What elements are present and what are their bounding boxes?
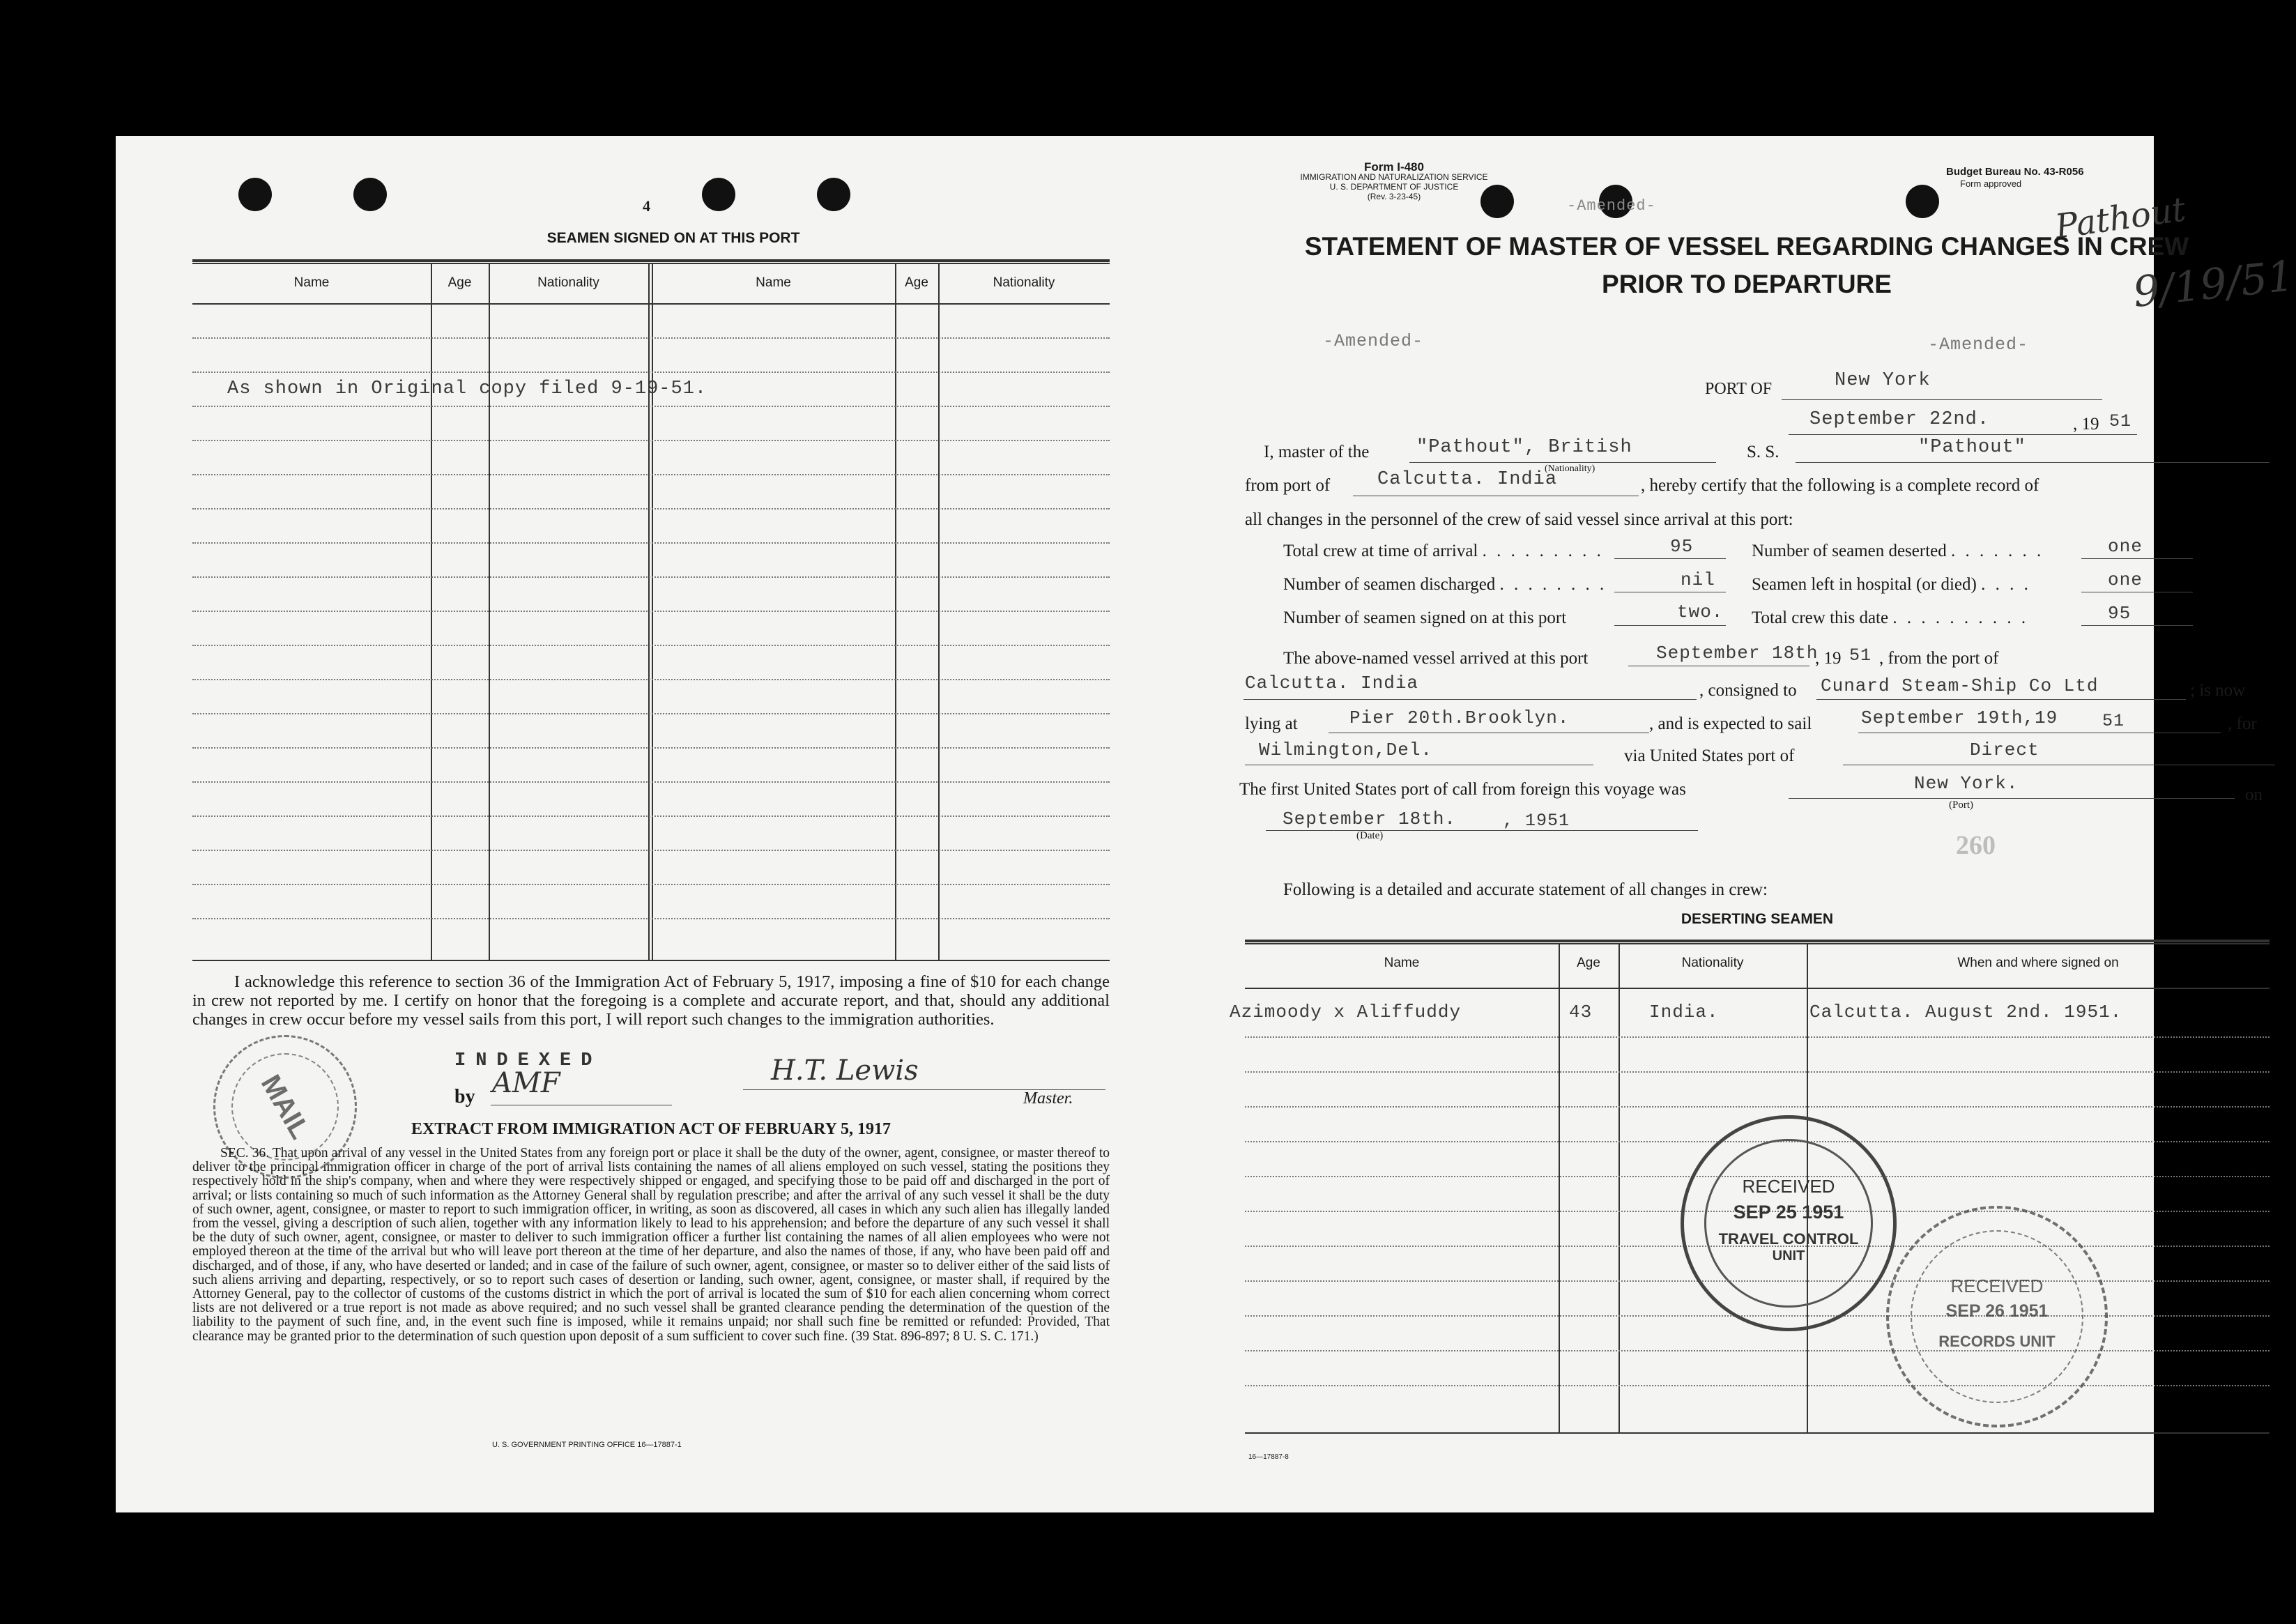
hospital-text: Seamen left in hospital (or died) [1752, 575, 1977, 594]
agency-line-2: U. S. DEPARTMENT OF JUSTICE [1329, 182, 1459, 192]
first-port-value: New York. [1914, 773, 2019, 794]
from-the-port-label: , from the port of [1879, 649, 1999, 668]
signed-on-label: Number of seamen signed on at this port [1283, 608, 1567, 627]
is-now-label: ; is now [2190, 681, 2246, 700]
records-stamp-unit: RECORDS UNIT [1938, 1333, 2056, 1350]
total-crew-arrival-text: Total crew at time of arrival [1283, 542, 1478, 560]
handwritten-date: 9/19/51 [2130, 252, 2296, 317]
deserter-signed-on: Calcutta. August 2nd. 1951. [1809, 1002, 2122, 1022]
amended-left: -Amended- [1323, 331, 1424, 351]
deserter-nationality: India. [1649, 1002, 1719, 1022]
indexed-by-label: by [454, 1086, 475, 1108]
punch-hole [817, 178, 850, 211]
port-label: PORT OF [1705, 380, 1773, 398]
travel-stamp-received: RECEIVED [1742, 1175, 1835, 1197]
deserting-title: DESERTING SEAMEN [1681, 911, 1834, 927]
first-port-date: September 18th. [1283, 809, 1457, 829]
lying-at-value: Pier 20th.Brooklyn. [1349, 707, 1570, 728]
lying-at-label: lying at [1245, 714, 1298, 733]
certify-text: , hereby certify that the following is a complete record of [1641, 476, 2039, 495]
discharged-label: Number of seamen discharged . . . . . . . . [1283, 575, 1607, 594]
destination-value: Wilmington,Del. [1259, 740, 1433, 760]
records-stamp-date: SEP 26 1951 [1945, 1301, 2049, 1321]
sail-year: 51 [2102, 711, 2125, 731]
changes-text: all changes in the personnel of the crew of said vessel since arrival at this port: [1245, 510, 1793, 529]
punch-hole [353, 178, 387, 211]
form-title-line-1: STATEMENT OF MASTER OF VESSEL REGARDING CHANGES IN CREW [1304, 232, 2189, 261]
signed-on-value: two. [1677, 602, 1724, 622]
arrived-date: September 18th [1656, 643, 1819, 664]
original-copy-note: As shown in Original copy filed 9-19-51. [227, 378, 707, 399]
form-approved: Form approved [1960, 178, 2022, 189]
extract-title: EXTRACT FROM IMMIGRATION ACT OF FEBRUARY 5, 1917 [411, 1120, 891, 1138]
punch-hole [238, 178, 272, 211]
faint-number: 260 [1956, 831, 1996, 860]
col-header-nationality: Nationality [537, 275, 599, 290]
col-header-age: Age [447, 275, 472, 290]
punch-hole [702, 178, 735, 211]
consigned-label: , consigned to [1699, 681, 1797, 700]
ss-label: S. S. [1747, 443, 1780, 461]
agency-line-1: IMMIGRATION AND NATURALIZATION SERVICE [1300, 172, 1488, 182]
master-label: Master. [1023, 1089, 1073, 1108]
deserted-value: one [2108, 536, 2143, 557]
first-port-year: , 1951 [1503, 811, 1570, 831]
statement-date: September 22nd. [1809, 409, 1990, 430]
indexed-initials: AMF [492, 1067, 560, 1099]
total-crew-date-text: Total crew this date [1752, 608, 1889, 627]
form-header [1248, 162, 1540, 201]
left-printer-line: U. S. GOVERNMENT PRINTING OFFICE 16—17887-1 [492, 1441, 682, 1449]
statement-year: 51 [2109, 411, 2132, 431]
discharged-text: Number of seamen discharged [1283, 575, 1496, 594]
discharged-value: nil [1681, 569, 1715, 590]
col-header-name: Name [293, 275, 330, 290]
form-title-line-2: PRIOR TO DEPARTURE [1602, 270, 1892, 298]
amended-top: -Amended- [1567, 197, 1656, 215]
sail-label: , and is expected to sail [1649, 714, 1812, 733]
extract-text: SEC. 36. That upon arrival of any vessel in the United States from any foreign port or place it shall be the duty of the owner, agent, consignee, or master thereof to deliver to the principal immigration officer in charge of the port of arrival lists containing the names of all aliens employed on such vessel, stating the positions they respectively hold in the ship's company, when and where they were respectively shipped or engaged, and specifying those to be paid off and discharged in the port of arrival; or lists containing so much of such information as the Attorney General shall by regulation prescribe; and after the arrival of any such vessel it shall be the duty of such owner, agent, consignee, or master to report to such immigration officer, in writing, as soon as discovered, all cases in which any such alien has illegally landed from the vessel, giving a description of such alien, together with any information likely to lead to his apprehension; and before the departure of any such vessel it shall be the duty of such owner, agent, consignee, or master to deliver to such immigration officer a further list containing the names of all alien employees who were not employed thereon at the time of the arrival but who will leave port thereon at the time of her departure, and also the names of those, if any, who have been paid off and discharged, and of those, if any, who have deserted or landed; and in case of the failure of such owner, agent, consignee, or master so to deliver either of the said lists of such aliens arriving and departing, respectively, or so to report such cases of desertion or landing, such owner, agent, consignee, or master shall, if required by the Attorney General, pay to the collector of customs of the customs district in which the port of arrival is located the sum of $10 for each alien concerning whom correct lists are not delivered or a true report is not made as above required; and no such vessel shall be granted clearance pending the determination of the question of the liability to the payment of such fine, and, in the event such fine is imposed, while it remains unpaid; nor shall such fine be remitted or refunded: Provided, That clearance may be granted prior to the determination of such question upon deposit of a sum sufficient to cover such fine. (39 Stat. 896-897; 8 U. S. C. 171.) [192, 1146, 1110, 1344]
total-crew-arrival-value: 95 [1670, 536, 1694, 557]
travel-stamp-unit-2: UNIT [1772, 1248, 1805, 1264]
amended-right: -Amended- [1928, 335, 2029, 355]
via-label: via United States port of [1624, 746, 1795, 765]
consigned-value: Cunard Steam-Ship Co Ltd [1821, 675, 2099, 696]
on-label: on [2245, 786, 2263, 804]
signed-on-table-title: SEAMEN SIGNED ON AT THIS PORT [546, 230, 800, 246]
ss-name: "Pathout" [1918, 437, 2026, 458]
page-number: 4 [643, 197, 650, 215]
travel-stamp-date: SEP 25 1951 [1733, 1201, 1844, 1223]
arrived-label: The above-named vessel arrived at this port [1283, 649, 1589, 668]
records-unit-stamp [1886, 1206, 2108, 1427]
arrived-year: 51 [1849, 645, 1872, 666]
deserting-col-nationality: Nationality [1681, 956, 1744, 970]
master-of-the-label: I, master of the [1264, 443, 1370, 461]
vessel-nationality: "Pathout", British [1416, 437, 1632, 458]
deserter-age: 43 [1569, 1002, 1593, 1022]
document-paper [116, 136, 2296, 1512]
form-title [1252, 228, 2242, 303]
arrived-year-prefix: , 19 [1815, 649, 1842, 668]
deserted-text: Number of seamen deserted [1752, 542, 1947, 560]
master-signature: H.T. Lewis [771, 1055, 919, 1087]
col-header-age-2: Age [905, 275, 928, 290]
total-crew-arrival-label: Total crew at time of arrival . . . . . . . . . [1283, 542, 1604, 560]
following-text: Following is a detailed and accurate statement of all changes in crew: [1283, 880, 1768, 899]
arrived-from: Calcutta. India [1245, 673, 1419, 694]
total-crew-date-label: Total crew this date . . . . . . . . . . [1752, 608, 2029, 627]
records-stamp-received: RECEIVED [1950, 1276, 2044, 1296]
indexed-stamp: INDEXED [454, 1050, 602, 1071]
for-label: , for [2228, 714, 2257, 733]
handwritten-name: Pathout [2053, 190, 2189, 247]
col-header-nationality-2: Nationality [993, 275, 1055, 290]
year-prefix: , 19 [2073, 415, 2099, 434]
nationality-caption: (Nationality) [1545, 464, 1595, 474]
deserting-col-signed: When and where signed on [1957, 956, 2119, 970]
travel-stamp-unit: TRAVEL CONTROL [1718, 1230, 1859, 1248]
form-number: Form I-480 [1364, 160, 1424, 174]
from-port-value: Calcutta. India [1377, 469, 1558, 490]
via-value: Direct [1970, 740, 2039, 760]
port-value: New York [1835, 370, 1931, 391]
hospital-value: one [2108, 569, 2143, 590]
total-crew-date-value: 95 [2108, 603, 2132, 624]
right-printer-line: 16—17887-8 [1248, 1453, 1289, 1461]
punch-hole [1906, 185, 1939, 218]
form-revision: (Rev. 3-23-45) [1367, 192, 1421, 201]
hospital-label: Seamen left in hospital (or died) . . . . [1752, 575, 2031, 594]
travel-control-stamp [1681, 1115, 1897, 1331]
deserter-name: Azimoody x Aliffuddy [1230, 1002, 1462, 1022]
col-header-name-2: Name [756, 275, 791, 290]
deserting-col-name: Name [1384, 956, 1420, 970]
from-port-label: from port of [1245, 476, 1331, 495]
port-caption: (Port) [1949, 799, 1973, 811]
deserting-col-age: Age [1577, 956, 1600, 970]
first-port-label: The first United States port of call from foreign this voyage was [1239, 780, 1686, 799]
deserted-label: Number of seamen deserted . . . . . . . [1752, 542, 2044, 560]
budget-block [1946, 166, 2084, 190]
acknowledgment-text: I acknowledge this reference to section 36 of the Immigration Act of February 5, 1917, imposing a fine of $10 for each change in crew not reported by me. I certify on honor that the foregoing is a complete and accurate report, and that, should any additional changes in crew occur before my vessel sails from this port, I will report such changes to the immigration authorities. [192, 972, 1110, 1029]
date-caption: (Date) [1356, 830, 1384, 841]
budget-bureau: Budget Bureau No. 43-R056 [1946, 166, 2084, 178]
sail-date: September 19th,19 [1861, 707, 2058, 728]
mail-stamp-text: MAIL [254, 1069, 316, 1144]
